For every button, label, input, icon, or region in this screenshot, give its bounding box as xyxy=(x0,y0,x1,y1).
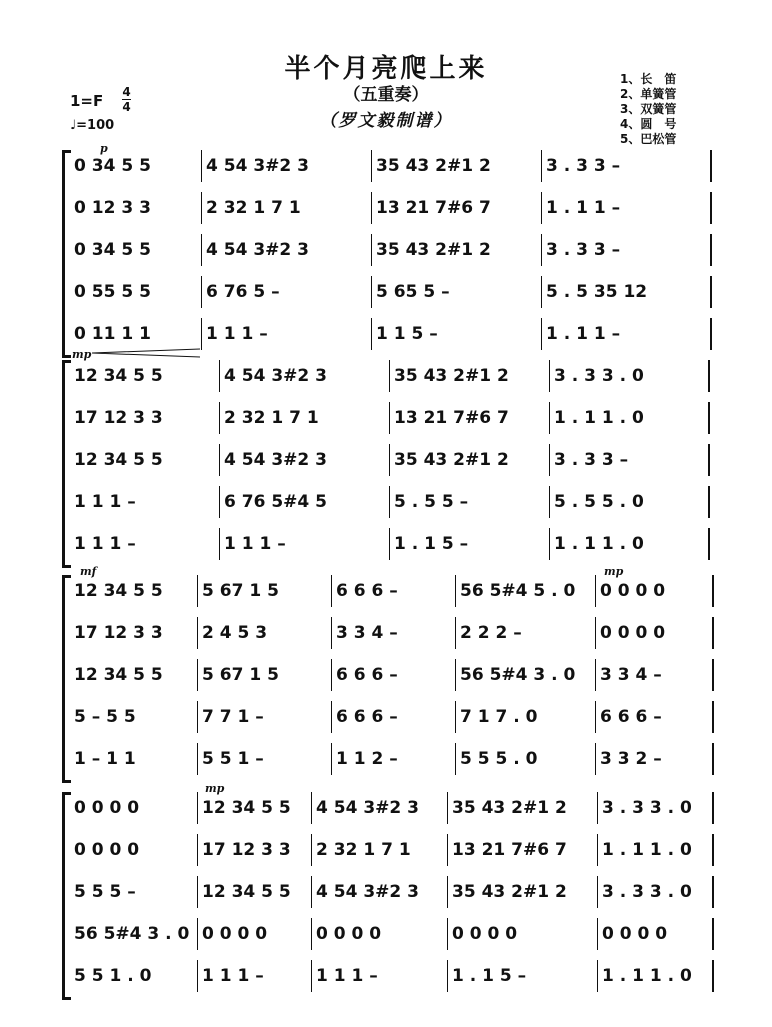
measure: 4 54 3#2 3 xyxy=(202,150,372,182)
measure: 35 43 2#1 2 xyxy=(448,792,598,824)
dynamic-marking: p xyxy=(100,142,108,155)
measure: 0 0 0 0 xyxy=(448,918,598,950)
score-system xyxy=(0,782,772,1002)
time-denominator: 4 xyxy=(122,100,131,114)
page-subtitle: （五重奏） xyxy=(343,85,429,105)
measure: 56 5#4 3 . 0 xyxy=(70,918,198,950)
measure: 5 5 5 . 0 xyxy=(456,743,596,775)
instrument-staff xyxy=(70,701,720,733)
crescendo-hairpin xyxy=(92,348,200,358)
instrument-staff xyxy=(70,318,720,350)
measure: 5 – 5 5 xyxy=(70,701,198,733)
measure: 1 – 1 1 xyxy=(70,743,198,775)
measure: 35 43 2#1 2 xyxy=(448,876,598,908)
measure: 4 54 3#2 3 xyxy=(312,792,448,824)
instrument-staff xyxy=(70,659,720,691)
instrument-1: 1、长 笛 xyxy=(620,72,677,86)
measure: 1 . 1 1 – xyxy=(542,192,712,224)
measure: 5 5 1 – xyxy=(198,743,332,775)
measure: 1 1 1 – xyxy=(202,318,372,350)
measure: 17 12 3 3 xyxy=(70,402,220,434)
instrument-2: 2、单簧管 xyxy=(620,87,677,101)
measure: 0 0 0 0 xyxy=(70,792,198,824)
measure: 35 43 2#1 2 xyxy=(372,150,542,182)
dynamic-marking: mp xyxy=(205,782,225,795)
measure: 5 67 1 5 xyxy=(198,575,332,607)
measure: 3 . 3 3 . 0 xyxy=(598,792,714,824)
measure: 7 1 7 . 0 xyxy=(456,701,596,733)
measure: 12 34 5 5 xyxy=(70,575,198,607)
measure: 13 21 7#6 7 xyxy=(372,192,542,224)
measure: 12 34 5 5 xyxy=(198,792,312,824)
measure: 1 . 1 1 . 0 xyxy=(598,834,714,866)
measure: 6 6 6 – xyxy=(332,575,456,607)
instrument-staff xyxy=(70,575,720,607)
measure: 12 34 5 5 xyxy=(198,876,312,908)
measure: 13 21 7#6 7 xyxy=(448,834,598,866)
measure: 35 43 2#1 2 xyxy=(390,444,550,476)
measure: 35 43 2#1 2 xyxy=(372,234,542,266)
measure: 1 1 1 – xyxy=(220,528,390,560)
measure: 2 2 2 – xyxy=(456,617,596,649)
instrument-staff xyxy=(70,444,720,476)
instrument-staff xyxy=(70,834,720,866)
measure: 7 7 1 – xyxy=(198,701,332,733)
measure: 1 1 2 – xyxy=(332,743,456,775)
instrument-staff xyxy=(70,918,720,950)
measure: 17 12 3 3 xyxy=(198,834,312,866)
key-signature: 1=F xyxy=(70,92,104,110)
instrument-staff xyxy=(70,360,720,392)
measure: 0 0 0 0 xyxy=(198,918,312,950)
measure: 0 0 0 0 xyxy=(312,918,448,950)
instrument-staff xyxy=(70,617,720,649)
measure: 12 34 5 5 xyxy=(70,659,198,691)
measure: 1 . 1 5 – xyxy=(390,528,550,560)
dynamic-marking: mp xyxy=(72,348,92,361)
measure: 4 54 3#2 3 xyxy=(220,444,390,476)
measure: 6 6 6 – xyxy=(596,701,714,733)
measure: 0 34 5 5 xyxy=(70,234,202,266)
measure: 1 1 5 – xyxy=(372,318,542,350)
measure: 35 43 2#1 2 xyxy=(390,360,550,392)
measure: 5 . 5 5 . 0 xyxy=(550,486,710,518)
measure: 12 34 5 5 xyxy=(70,444,220,476)
measure: 6 6 6 – xyxy=(332,659,456,691)
measure: 5 . 5 5 – xyxy=(390,486,550,518)
measure: 1 . 1 1 . 0 xyxy=(550,402,710,434)
measure: 1 1 1 – xyxy=(70,528,220,560)
instrument-staff xyxy=(70,960,720,992)
measure: 5 65 5 – xyxy=(372,276,542,308)
measure: 6 6 6 – xyxy=(332,701,456,733)
instrument-staff xyxy=(70,486,720,518)
measure: 5 5 5 – xyxy=(70,876,198,908)
measure: 17 12 3 3 xyxy=(70,617,198,649)
measure: 0 0 0 0 xyxy=(596,617,714,649)
measure: 2 32 1 7 1 xyxy=(220,402,390,434)
measure: 0 12 3 3 xyxy=(70,192,202,224)
instrument-staff xyxy=(70,528,720,560)
measure: 3 3 2 – xyxy=(596,743,714,775)
instrument-staff xyxy=(70,234,720,266)
arranger-credit: （罗文毅制谱） xyxy=(319,111,453,131)
measure: 12 34 5 5 xyxy=(70,360,220,392)
instrument-staff xyxy=(70,276,720,308)
measure: 0 55 5 5 xyxy=(70,276,202,308)
measure: 3 . 3 3 – xyxy=(542,234,712,266)
measure: 6 76 5 – xyxy=(202,276,372,308)
measure: 5 5 1 . 0 xyxy=(70,960,198,992)
measure: 0 0 0 0 xyxy=(598,918,714,950)
measure: 0 0 0 0 xyxy=(70,834,198,866)
measure: 3 . 3 3 – xyxy=(542,150,712,182)
measure: 1 1 1 – xyxy=(70,486,220,518)
measure: 6 76 5#4 5 xyxy=(220,486,390,518)
measure: 3 . 3 3 . 0 xyxy=(598,876,714,908)
measure: 4 54 3#2 3 xyxy=(220,360,390,392)
measure: 0 34 5 5 xyxy=(70,150,202,182)
tempo-marking: ♩=100 xyxy=(70,118,115,133)
measure: 1 . 1 1 . 0 xyxy=(550,528,710,560)
instrument-staff xyxy=(70,402,720,434)
measure: 5 67 1 5 xyxy=(198,659,332,691)
dynamic-marking: mf xyxy=(80,565,97,578)
score-system xyxy=(0,348,772,570)
measure: 56 5#4 3 . 0 xyxy=(456,659,596,691)
measure: 13 21 7#6 7 xyxy=(390,402,550,434)
instrument-4: 4、圆 号 xyxy=(620,117,677,131)
measure: 1 1 1 – xyxy=(312,960,448,992)
measure: 4 54 3#2 3 xyxy=(202,234,372,266)
measure: 1 . 1 1 . 0 xyxy=(598,960,714,992)
measure: 4 54 3#2 3 xyxy=(312,876,448,908)
measure: 0 0 0 0 xyxy=(596,575,714,607)
instrument-staff xyxy=(70,792,720,824)
measure: 2 32 1 7 1 xyxy=(312,834,448,866)
dynamic-marking: mp xyxy=(604,565,624,578)
instrument-staff xyxy=(70,150,720,182)
time-numerator: 4 xyxy=(122,85,131,99)
measure: 1 1 1 – xyxy=(198,960,312,992)
measure: 3 . 3 3 – xyxy=(550,444,710,476)
instrument-list xyxy=(620,72,676,147)
instrument-staff xyxy=(70,876,720,908)
measure: 0 11 1 1 xyxy=(70,318,202,350)
measure: 2 32 1 7 1 xyxy=(202,192,372,224)
instrument-5: 5、巴松管 xyxy=(620,132,677,146)
instrument-staff xyxy=(70,192,720,224)
measure: 3 3 4 – xyxy=(332,617,456,649)
score-system xyxy=(0,565,772,785)
score-system xyxy=(0,142,772,360)
instrument-3: 3、双簧管 xyxy=(620,102,677,116)
instrument-staff xyxy=(70,743,720,775)
measure: 3 3 4 – xyxy=(596,659,714,691)
measure: 2 4 5 3 xyxy=(198,617,332,649)
measure: 5 . 5 35 12 xyxy=(542,276,712,308)
measure: 1 . 1 1 – xyxy=(542,318,712,350)
measure: 56 5#4 5 . 0 xyxy=(456,575,596,607)
measure: 3 . 3 3 . 0 xyxy=(550,360,710,392)
page-title: 半个月亮爬上来 xyxy=(284,54,488,84)
time-signature xyxy=(122,86,131,113)
measure: 1 . 1 5 – xyxy=(448,960,598,992)
